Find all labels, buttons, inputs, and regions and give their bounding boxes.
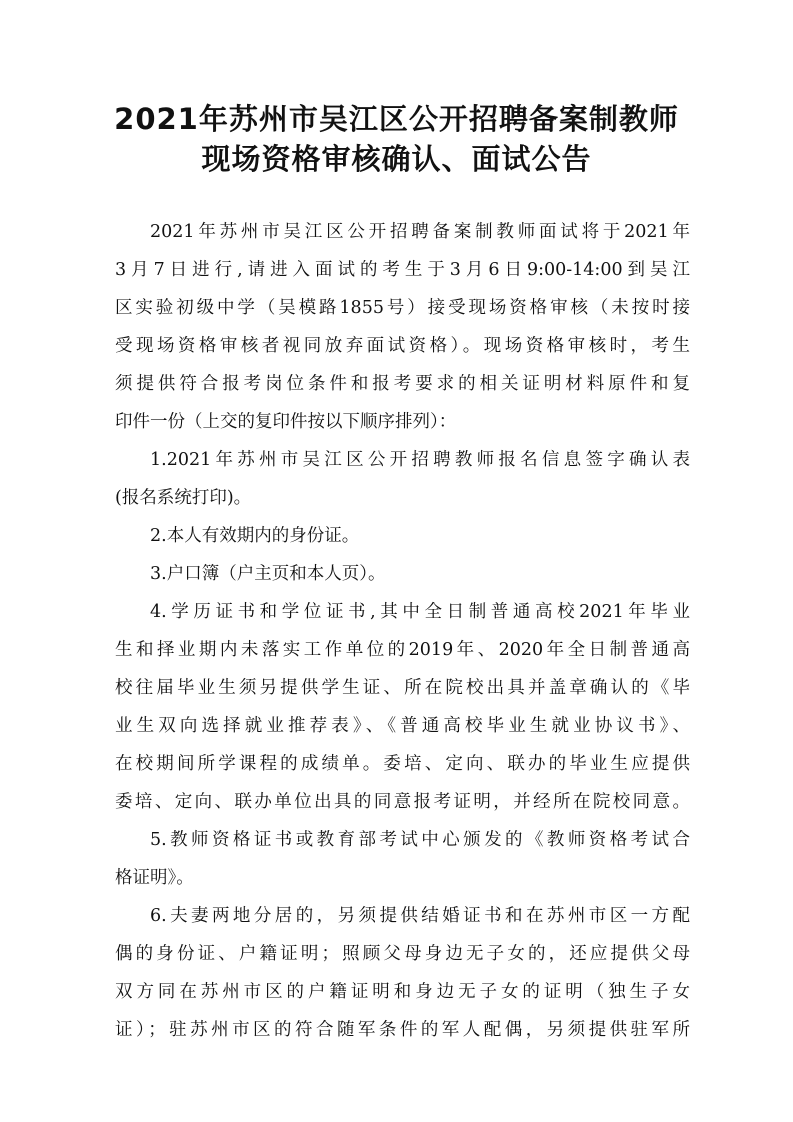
list-item-line: 校往届毕业生须另提供学生证、所在院校出具并盖章确认的《毕 (115, 678, 690, 698)
list-item-line: 生和择业期内未落实工作单位的2019年、2020年全日制普通高 (115, 640, 690, 660)
list-item-line: 业生双向选择就业推荐表》、《普通高校毕业生就业协议书》、 (115, 716, 690, 736)
list-item-line: 4.学历证书和学位证书,其中全日制普通高校2021年毕业 (150, 602, 690, 622)
list-item-line: 委培、定向、联办单位出具的同意报考证明，并经所在院校同意。 (115, 792, 690, 812)
paragraph-line: 3月7日进行,请进入面试的考生于3月6日9:00-14:00到吴江 (115, 260, 690, 280)
list-item-line: 2.本人有效期内的身份证。 (150, 526, 360, 546)
list-item-line: (报名系统打印)。 (115, 488, 252, 508)
list-item-line: 证）；驻苏州市区的符合随军条件的军人配偶，另须提供驻军所 (115, 1020, 690, 1040)
paragraph-line: 印件一份（上交的复印件按以下顺序排列）： (115, 412, 457, 432)
list-item-line: 在校期间所学课程的成绩单。委培、定向、联办的毕业生应提供 (115, 754, 690, 774)
list-item-line: 偶的身份证、户籍证明；照顾父母身边无子女的，还应提供父母 (115, 944, 690, 964)
paragraph-line: 受现场资格审核者视同放弃面试资格）。现场资格审核时，考生 (115, 336, 690, 356)
document-title-line-1: 2021年苏州市吴江区公开招聘备案制教师 (114, 102, 679, 136)
document-title-line-2: 现场资格审核确认、面试公告 (201, 142, 592, 176)
paragraph-line: 2021年苏州市吴江区公开招聘备案制教师面试将于2021年 (150, 222, 690, 242)
paragraph-line: 区实验初级中学（吴模路1855号）接受现场资格审核（未按时接 (115, 298, 690, 318)
list-item-line: 3.户口簿（户主页和本人页）。 (150, 564, 386, 584)
list-item-line: 5.教师资格证书或教育部考试中心颁发的《教师资格考试合 (150, 830, 690, 850)
list-item-line: 6.夫妻两地分居的，另须提供结婚证书和在苏州市区一方配 (150, 906, 690, 926)
list-item-line: 双方同在苏州市区的户籍证明和身边无子女的证明（独生子女 (115, 982, 690, 1002)
list-item-line: 格证明》。 (115, 868, 194, 888)
list-item-line: 1.2021年苏州市吴江区公开招聘教师报名信息签字确认表 (150, 450, 690, 470)
paragraph-line: 须提供符合报考岗位条件和报考要求的相关证明材料原件和复 (115, 374, 690, 394)
